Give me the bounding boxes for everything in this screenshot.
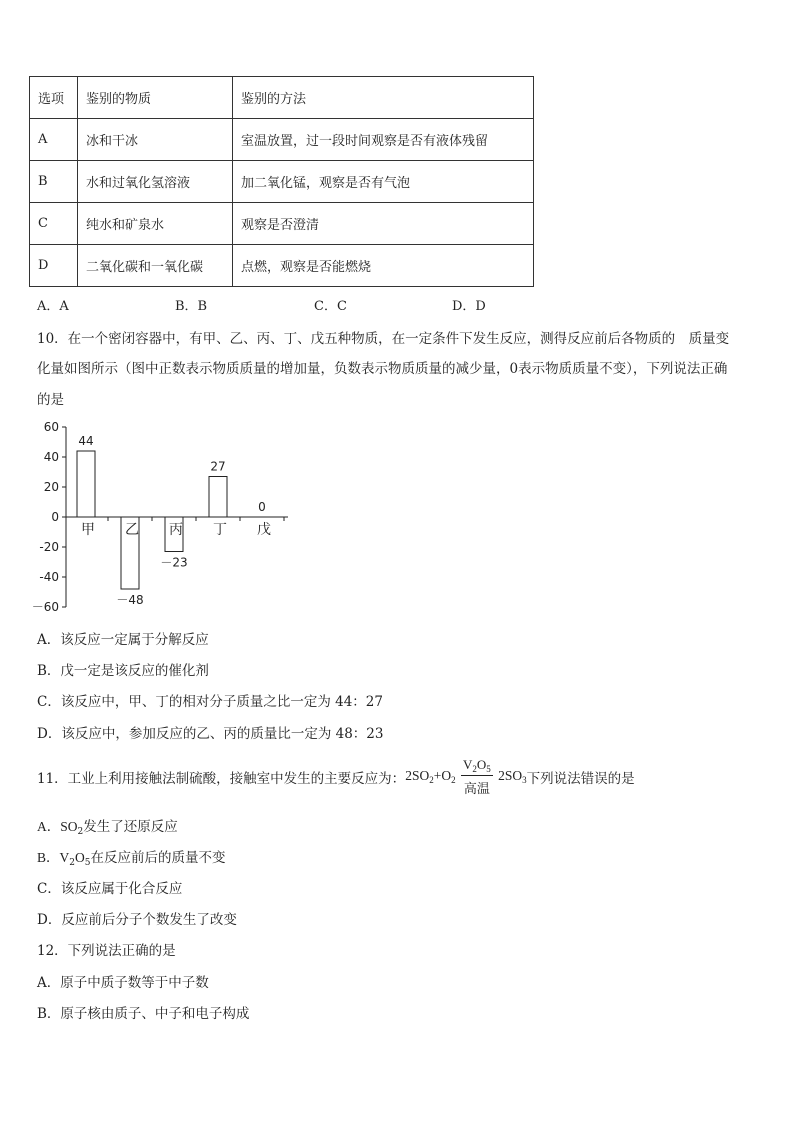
eq-subscript: 2 xyxy=(77,827,84,837)
data-label: －48 xyxy=(116,593,144,607)
y-tick-label: －60 xyxy=(31,600,59,614)
y-tick-label: -40 xyxy=(39,570,59,584)
table-row xyxy=(30,119,534,161)
table-cell: 水和过氧化氢溶液 xyxy=(78,161,233,203)
eq-subscript: 5 xyxy=(486,764,491,774)
table-cell: 二氧化碳和一氧化碳 xyxy=(78,245,233,287)
category-label: 丁 xyxy=(213,522,227,538)
q9-option-d[interactable]: D．D xyxy=(452,299,486,314)
table-cell: D xyxy=(30,245,78,287)
q12-stem: 12．下列说法正确的是 xyxy=(37,943,176,959)
q10-stem-line2: 化量如图所示（图中正数表示物质质量的增加量，负数表示物质质量的减少量，0表示物质质量不变），下列说法正确 xyxy=(37,361,728,377)
y-tick-label: -20 xyxy=(39,540,59,554)
q11-stem xyxy=(37,752,635,802)
eq-reaction-arrow xyxy=(461,757,493,797)
data-label: 0 xyxy=(258,500,266,514)
eq-product: 2SO xyxy=(498,768,523,784)
table-cell: B xyxy=(30,161,78,203)
q9-option-c[interactable]: C．C xyxy=(314,299,347,314)
data-label: 44 xyxy=(78,434,94,448)
option-text: 发生了还原反应 xyxy=(83,819,178,835)
q10-bar-chart xyxy=(0,410,320,620)
q9-table xyxy=(29,76,534,287)
q10-option-a[interactable]: A．该反应一定属于分解反应 xyxy=(37,632,209,648)
category-label: 戊 xyxy=(257,522,271,538)
category-label: 甲 xyxy=(81,522,95,538)
eq-reactant-1: 2SO xyxy=(405,768,430,784)
eq-text: V xyxy=(462,757,473,772)
y-tick-label: 20 xyxy=(43,480,59,494)
table-cell: 纯水和矿泉水 xyxy=(78,203,233,245)
y-tick-label: 60 xyxy=(43,420,59,434)
q12-option-a[interactable]: A．原子中质子数等于中子数 xyxy=(37,975,209,991)
eq-catalyst xyxy=(461,757,493,776)
eq-subscript: 2 xyxy=(472,764,477,774)
category-label: 乙 xyxy=(125,522,139,538)
table-row xyxy=(30,245,534,287)
option-text: 在反应前后的质量不变 xyxy=(90,850,226,866)
eq-subscript: 2 xyxy=(451,775,456,786)
table-cell: A xyxy=(30,119,78,161)
q9-option-b[interactable]: B．B xyxy=(175,299,208,314)
q11-option-c[interactable]: C．该反应属于化合反应 xyxy=(37,881,183,897)
data-label: 27 xyxy=(210,459,226,474)
eq-condition: 高温 xyxy=(463,781,490,796)
q10-stem-line1: 10．在一个密闭容器中，有甲、乙、丙、丁、戊五种物质，在一定条件下发生反应，测得反应前后各物质的 质量变 xyxy=(37,331,730,347)
q10-option-c[interactable]: C．该反应中，甲、丁的相对分子质量之比一定为 44：27 xyxy=(37,694,383,710)
option-text: B．V xyxy=(37,850,70,865)
eq-text: O xyxy=(476,757,487,772)
table-header-cell: 鉴别的物质 xyxy=(78,77,233,119)
category-label: 丙 xyxy=(169,522,183,538)
bar xyxy=(77,451,95,517)
q11-option-a[interactable] xyxy=(37,815,178,837)
table-header-cell: 鉴别的方法 xyxy=(233,77,534,119)
bar xyxy=(209,477,227,518)
table-row xyxy=(30,161,534,203)
q11-equation xyxy=(405,757,526,797)
table-cell: C xyxy=(30,203,78,245)
table-cell: 冰和干冰 xyxy=(78,119,233,161)
q11-stem-prefix: 11．工业上利用接触法制硫酸，接触室中发生的主要反应为： xyxy=(37,771,406,787)
q11-option-d[interactable]: D．反应前后分子个数发生了改变 xyxy=(37,912,237,928)
table-header-cell: 选项 xyxy=(30,77,78,119)
q10-stem-line3: 的是 xyxy=(37,392,64,408)
table-cell: 加二氧化锰，观察是否有气泡 xyxy=(233,161,534,203)
option-text: O xyxy=(75,850,85,865)
table-cell: 室温放置，过一段时间观察是否有液体残留 xyxy=(233,119,534,161)
q9-options xyxy=(37,295,557,313)
option-text: A．SO xyxy=(37,819,78,834)
table-header-row xyxy=(30,77,534,119)
eq-reactant-2: +O xyxy=(433,768,452,784)
q11-option-b[interactable] xyxy=(37,846,225,868)
y-tick-label: 40 xyxy=(43,450,59,464)
eq-subscript: 2 xyxy=(429,775,434,786)
q10-option-b[interactable]: B．戊一定是该反应的催化剂 xyxy=(37,663,209,679)
eq-subscript: 3 xyxy=(522,775,527,786)
eq-subscript: 2 xyxy=(69,858,75,868)
table-cell: 观察是否澄清 xyxy=(233,203,534,245)
data-label: －23 xyxy=(160,555,188,570)
table-cell: 点燃，观察是否能燃烧 xyxy=(233,245,534,287)
eq-subscript: 5 xyxy=(84,858,91,868)
q10-option-d[interactable]: D．该反应中，参加反应的乙、丙的质量比一定为 48：23 xyxy=(37,726,384,742)
q9-option-a[interactable]: A．A xyxy=(37,299,69,314)
q11-stem-suffix: 下列说法错误的是 xyxy=(526,771,635,787)
y-tick-label: 0 xyxy=(51,510,59,524)
table-row xyxy=(30,203,534,245)
q12-option-b[interactable]: B．原子核由质子、中子和电子构成 xyxy=(37,1006,250,1022)
